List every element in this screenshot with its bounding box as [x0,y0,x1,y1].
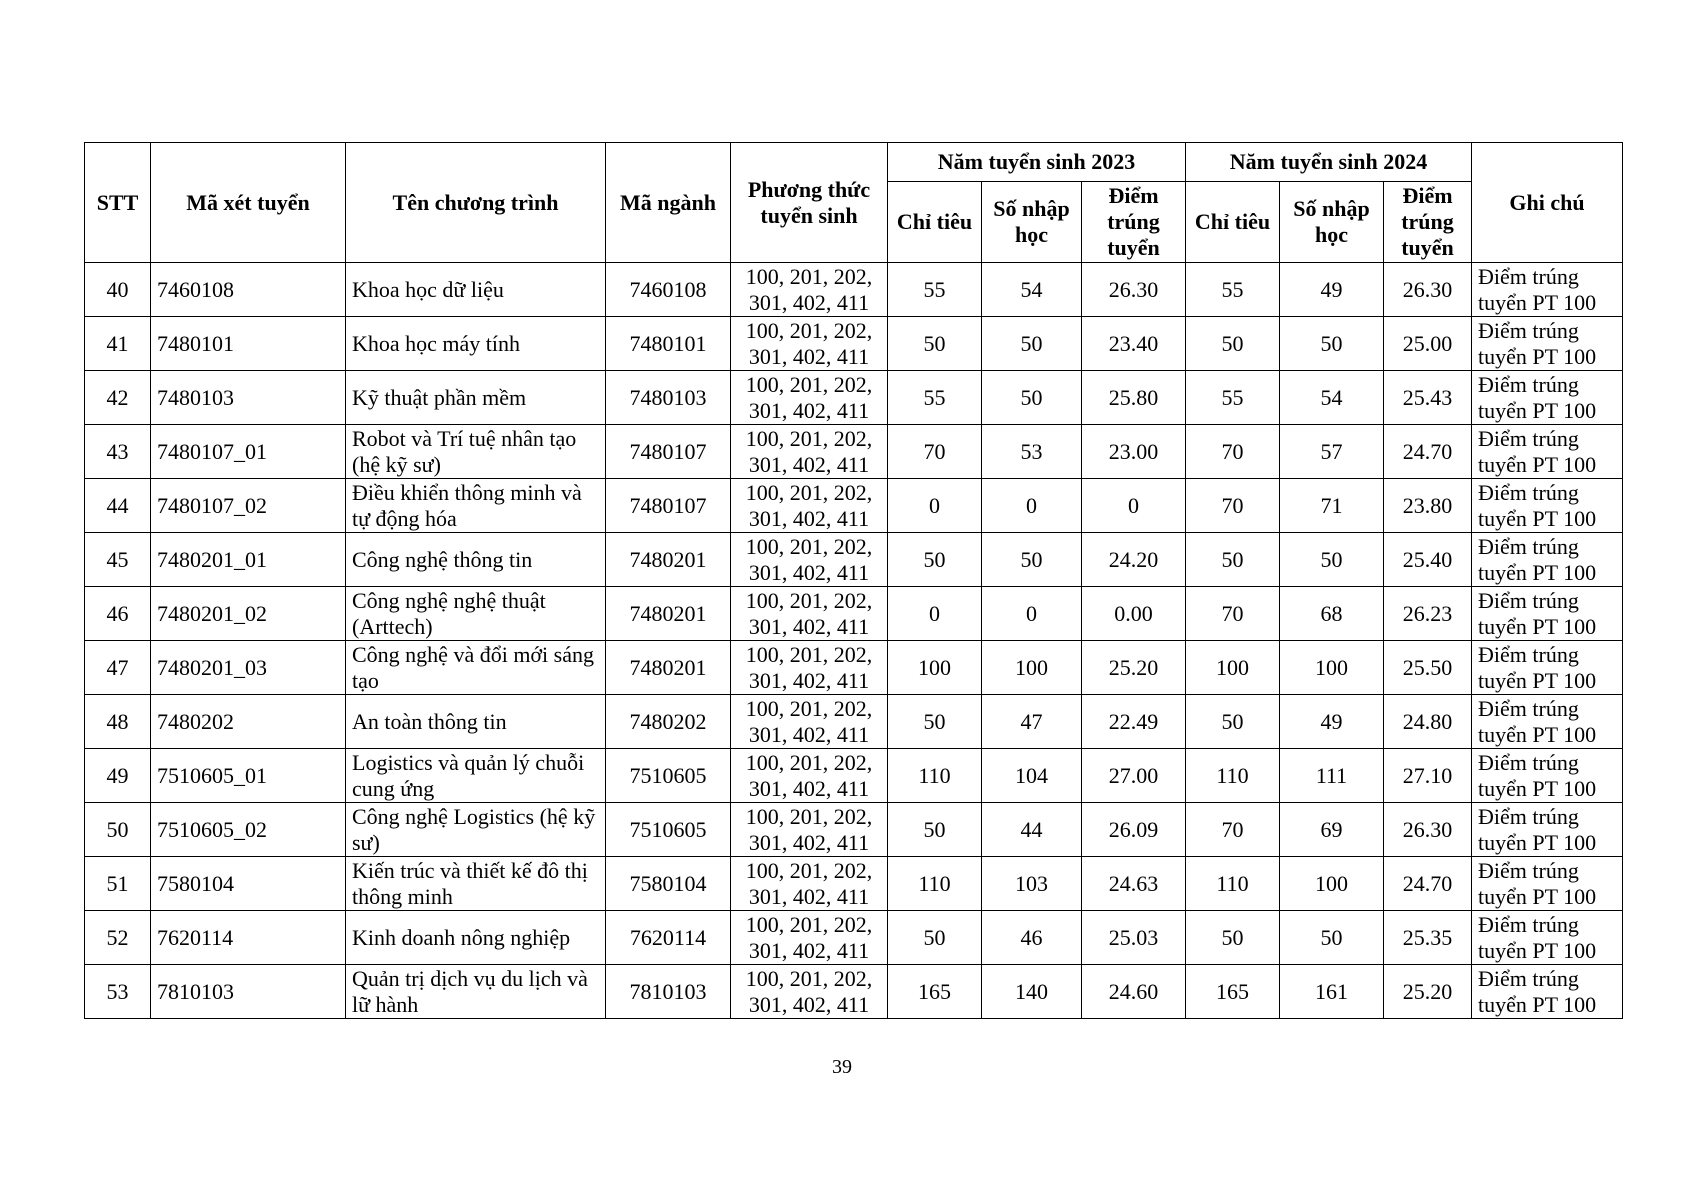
cell-chi-tieu-2024: 70 [1186,803,1280,857]
cell-ten-chuong-trinh: Logistics và quản lý chuỗi cung ứng [346,749,606,803]
cell-ghi-chu: Điểm trúng tuyển PT 100 [1472,857,1623,911]
cell-chi-tieu-2023: 165 [888,965,982,1019]
cell-ten-chuong-trinh: Kinh doanh nông nghiệp [346,911,606,965]
cell-chi-tieu-2024: 70 [1186,425,1280,479]
cell-ghi-chu: Điểm trúng tuyển PT 100 [1472,803,1623,857]
cell-diem-2023: 25.80 [1082,371,1186,425]
cell-so-nhap-hoc-2024: 49 [1280,263,1384,317]
cell-stt: 50 [85,803,151,857]
cell-diem-2024: 24.80 [1384,695,1472,749]
cell-so-nhap-hoc-2023: 54 [982,263,1082,317]
admissions-table [84,142,1623,1019]
cell-ma-nganh: 7460108 [606,263,731,317]
cell-so-nhap-hoc-2024: 50 [1280,533,1384,587]
table-body [85,263,1623,1019]
table-row [85,965,1623,1019]
cell-ma-xet-tuyen: 7580104 [151,857,346,911]
cell-so-nhap-hoc-2023: 44 [982,803,1082,857]
header-row-1 [85,143,1623,182]
cell-chi-tieu-2024: 165 [1186,965,1280,1019]
cell-so-nhap-hoc-2024: 100 [1280,641,1384,695]
cell-diem-2023: 26.30 [1082,263,1186,317]
cell-ghi-chu: Điểm trúng tuyển PT 100 [1472,371,1623,425]
cell-ma-nganh: 7480107 [606,425,731,479]
cell-so-nhap-hoc-2023: 100 [982,641,1082,695]
cell-diem-2024: 25.20 [1384,965,1472,1019]
cell-diem-2024: 24.70 [1384,425,1472,479]
cell-ma-nganh: 7480201 [606,641,731,695]
cell-ma-nganh: 7580104 [606,857,731,911]
cell-ghi-chu: Điểm trúng tuyển PT 100 [1472,965,1623,1019]
cell-diem-2023: 24.63 [1082,857,1186,911]
table-row [85,695,1623,749]
cell-stt: 46 [85,587,151,641]
cell-ma-nganh: 7480201 [606,587,731,641]
cell-chi-tieu-2024: 110 [1186,857,1280,911]
col-header-stt: STT [85,143,151,263]
table-row [85,587,1623,641]
cell-diem-2024: 25.43 [1384,371,1472,425]
cell-ten-chuong-trinh: Khoa học dữ liệu [346,263,606,317]
cell-so-nhap-hoc-2024: 54 [1280,371,1384,425]
cell-so-nhap-hoc-2024: 68 [1280,587,1384,641]
table-row [85,479,1623,533]
cell-chi-tieu-2024: 70 [1186,479,1280,533]
cell-diem-2024: 25.40 [1384,533,1472,587]
cell-diem-2023: 0.00 [1082,587,1186,641]
cell-chi-tieu-2024: 50 [1186,911,1280,965]
cell-chi-tieu-2023: 0 [888,479,982,533]
cell-phuong-thuc: 100, 201, 202, 301, 402, 411 [731,479,888,533]
cell-ma-xet-tuyen: 7480201_03 [151,641,346,695]
cell-so-nhap-hoc-2024: 71 [1280,479,1384,533]
cell-so-nhap-hoc-2024: 50 [1280,911,1384,965]
col-header-ghi-chu: Ghi chú [1472,143,1623,263]
col-header-year-2023: Năm tuyển sinh 2023 [888,143,1186,182]
table-row [85,911,1623,965]
col-header-ten-chuong-trinh: Tên chương trình [346,143,606,263]
cell-diem-2024: 25.50 [1384,641,1472,695]
cell-diem-2024: 25.35 [1384,911,1472,965]
cell-stt: 42 [85,371,151,425]
cell-chi-tieu-2023: 100 [888,641,982,695]
cell-so-nhap-hoc-2024: 49 [1280,695,1384,749]
cell-ma-nganh: 7480103 [606,371,731,425]
table-header [85,143,1623,263]
cell-so-nhap-hoc-2024: 50 [1280,317,1384,371]
cell-chi-tieu-2024: 55 [1186,371,1280,425]
cell-so-nhap-hoc-2023: 50 [982,371,1082,425]
cell-chi-tieu-2023: 55 [888,371,982,425]
cell-ma-nganh: 7620114 [606,911,731,965]
table-row [85,371,1623,425]
col-header-diem-2023: Điểm trúng tuyển [1082,182,1186,263]
cell-ma-nganh: 7810103 [606,965,731,1019]
cell-phuong-thuc: 100, 201, 202, 301, 402, 411 [731,587,888,641]
cell-chi-tieu-2023: 110 [888,749,982,803]
cell-chi-tieu-2023: 50 [888,533,982,587]
cell-ten-chuong-trinh: Công nghệ Logistics (hệ kỹ sư) [346,803,606,857]
cell-ma-xet-tuyen: 7510605_01 [151,749,346,803]
table-row [85,425,1623,479]
cell-ma-nganh: 7480107 [606,479,731,533]
col-header-ma-xet-tuyen: Mã xét tuyển [151,143,346,263]
col-header-chi-tieu-2024: Chỉ tiêu [1186,182,1280,263]
cell-ten-chuong-trinh: Công nghệ thông tin [346,533,606,587]
cell-ma-xet-tuyen: 7480202 [151,695,346,749]
cell-ghi-chu: Điểm trúng tuyển PT 100 [1472,749,1623,803]
cell-ma-xet-tuyen: 7460108 [151,263,346,317]
cell-ghi-chu: Điểm trúng tuyển PT 100 [1472,641,1623,695]
cell-so-nhap-hoc-2023: 50 [982,317,1082,371]
cell-chi-tieu-2023: 0 [888,587,982,641]
cell-ten-chuong-trinh: Kỹ thuật phần mềm [346,371,606,425]
cell-stt: 49 [85,749,151,803]
cell-ghi-chu: Điểm trúng tuyển PT 100 [1472,533,1623,587]
cell-ten-chuong-trinh: Robot và Trí tuệ nhân tạo (hệ kỹ sư) [346,425,606,479]
page-number: 39 [832,1056,852,1078]
cell-ghi-chu: Điểm trúng tuyển PT 100 [1472,425,1623,479]
cell-chi-tieu-2023: 50 [888,803,982,857]
col-header-so-nhap-hoc-2023: Số nhập học [982,182,1082,263]
cell-ten-chuong-trinh: Công nghệ nghệ thuật (Arttech) [346,587,606,641]
table-row [85,263,1623,317]
cell-diem-2024: 25.00 [1384,317,1472,371]
cell-ten-chuong-trinh: Quản trị dịch vụ du lịch và lữ hành [346,965,606,1019]
cell-phuong-thuc: 100, 201, 202, 301, 402, 411 [731,695,888,749]
cell-ten-chuong-trinh: Điều khiển thông minh và tự động hóa [346,479,606,533]
cell-phuong-thuc: 100, 201, 202, 301, 402, 411 [731,803,888,857]
cell-so-nhap-hoc-2024: 69 [1280,803,1384,857]
cell-ghi-chu: Điểm trúng tuyển PT 100 [1472,479,1623,533]
cell-chi-tieu-2024: 70 [1186,587,1280,641]
cell-ma-xet-tuyen: 7480103 [151,371,346,425]
cell-phuong-thuc: 100, 201, 202, 301, 402, 411 [731,263,888,317]
cell-chi-tieu-2023: 50 [888,695,982,749]
cell-so-nhap-hoc-2023: 0 [982,587,1082,641]
cell-ghi-chu: Điểm trúng tuyển PT 100 [1472,317,1623,371]
cell-phuong-thuc: 100, 201, 202, 301, 402, 411 [731,533,888,587]
cell-so-nhap-hoc-2024: 100 [1280,857,1384,911]
cell-chi-tieu-2024: 110 [1186,749,1280,803]
cell-stt: 45 [85,533,151,587]
cell-diem-2024: 27.10 [1384,749,1472,803]
cell-ten-chuong-trinh: Kiến trúc và thiết kế đô thị thông minh [346,857,606,911]
cell-chi-tieu-2023: 55 [888,263,982,317]
cell-diem-2023: 22.49 [1082,695,1186,749]
cell-chi-tieu-2024: 50 [1186,695,1280,749]
cell-ma-xet-tuyen: 7480107_01 [151,425,346,479]
cell-phuong-thuc: 100, 201, 202, 301, 402, 411 [731,911,888,965]
cell-chi-tieu-2023: 50 [888,317,982,371]
cell-ma-nganh: 7510605 [606,749,731,803]
cell-stt: 48 [85,695,151,749]
cell-ma-nganh: 7480202 [606,695,731,749]
cell-stt: 44 [85,479,151,533]
cell-diem-2024: 26.30 [1384,803,1472,857]
col-header-phuong-thuc: Phương thức tuyển sinh [731,143,888,263]
cell-ma-xet-tuyen: 7480107_02 [151,479,346,533]
cell-so-nhap-hoc-2023: 103 [982,857,1082,911]
cell-diem-2023: 24.60 [1082,965,1186,1019]
table-row [85,857,1623,911]
table-row [85,749,1623,803]
cell-chi-tieu-2024: 100 [1186,641,1280,695]
cell-so-nhap-hoc-2023: 46 [982,911,1082,965]
cell-chi-tieu-2024: 50 [1186,533,1280,587]
col-header-year-2024: Năm tuyển sinh 2024 [1186,143,1472,182]
table-row [85,803,1623,857]
cell-ghi-chu: Điểm trúng tuyển PT 100 [1472,263,1623,317]
cell-so-nhap-hoc-2024: 111 [1280,749,1384,803]
col-header-ma-nganh: Mã ngành [606,143,731,263]
cell-stt: 40 [85,263,151,317]
cell-diem-2023: 24.20 [1082,533,1186,587]
cell-so-nhap-hoc-2023: 47 [982,695,1082,749]
cell-diem-2024: 26.23 [1384,587,1472,641]
cell-ma-xet-tuyen: 7480101 [151,317,346,371]
table-row [85,641,1623,695]
cell-ma-nganh: 7480101 [606,317,731,371]
cell-stt: 51 [85,857,151,911]
cell-ghi-chu: Điểm trúng tuyển PT 100 [1472,587,1623,641]
cell-stt: 41 [85,317,151,371]
cell-phuong-thuc: 100, 201, 202, 301, 402, 411 [731,317,888,371]
cell-ten-chuong-trinh: An toàn thông tin [346,695,606,749]
cell-ten-chuong-trinh: Khoa học máy tính [346,317,606,371]
cell-diem-2023: 0 [1082,479,1186,533]
cell-ghi-chu: Điểm trúng tuyển PT 100 [1472,695,1623,749]
cell-ma-nganh: 7510605 [606,803,731,857]
cell-diem-2023: 26.09 [1082,803,1186,857]
cell-phuong-thuc: 100, 201, 202, 301, 402, 411 [731,965,888,1019]
cell-diem-2024: 23.80 [1384,479,1472,533]
cell-ten-chuong-trinh: Công nghệ và đổi mới sáng tạo [346,641,606,695]
cell-so-nhap-hoc-2023: 50 [982,533,1082,587]
cell-chi-tieu-2024: 50 [1186,317,1280,371]
cell-so-nhap-hoc-2023: 53 [982,425,1082,479]
cell-diem-2023: 25.03 [1082,911,1186,965]
cell-so-nhap-hoc-2024: 57 [1280,425,1384,479]
cell-diem-2024: 26.30 [1384,263,1472,317]
cell-chi-tieu-2024: 55 [1186,263,1280,317]
col-header-diem-2024: Điểm trúng tuyển [1384,182,1472,263]
cell-so-nhap-hoc-2024: 161 [1280,965,1384,1019]
cell-ma-xet-tuyen: 7480201_02 [151,587,346,641]
cell-stt: 43 [85,425,151,479]
cell-phuong-thuc: 100, 201, 202, 301, 402, 411 [731,425,888,479]
cell-stt: 52 [85,911,151,965]
cell-ma-xet-tuyen: 7620114 [151,911,346,965]
cell-diem-2023: 23.40 [1082,317,1186,371]
cell-phuong-thuc: 100, 201, 202, 301, 402, 411 [731,857,888,911]
cell-ma-xet-tuyen: 7510605_02 [151,803,346,857]
cell-chi-tieu-2023: 70 [888,425,982,479]
cell-ma-nganh: 7480201 [606,533,731,587]
cell-so-nhap-hoc-2023: 104 [982,749,1082,803]
cell-chi-tieu-2023: 110 [888,857,982,911]
cell-ma-xet-tuyen: 7480201_01 [151,533,346,587]
cell-phuong-thuc: 100, 201, 202, 301, 402, 411 [731,371,888,425]
cell-diem-2024: 24.70 [1384,857,1472,911]
col-header-so-nhap-hoc-2024: Số nhập học [1280,182,1384,263]
cell-phuong-thuc: 100, 201, 202, 301, 402, 411 [731,641,888,695]
cell-ghi-chu: Điểm trúng tuyển PT 100 [1472,911,1623,965]
cell-stt: 53 [85,965,151,1019]
col-header-chi-tieu-2023: Chỉ tiêu [888,182,982,263]
cell-phuong-thuc: 100, 201, 202, 301, 402, 411 [731,749,888,803]
table-row [85,533,1623,587]
cell-diem-2023: 23.00 [1082,425,1186,479]
cell-so-nhap-hoc-2023: 140 [982,965,1082,1019]
cell-chi-tieu-2023: 50 [888,911,982,965]
table-row [85,317,1623,371]
cell-stt: 47 [85,641,151,695]
cell-diem-2023: 27.00 [1082,749,1186,803]
cell-so-nhap-hoc-2023: 0 [982,479,1082,533]
cell-ma-xet-tuyen: 7810103 [151,965,346,1019]
cell-diem-2023: 25.20 [1082,641,1186,695]
